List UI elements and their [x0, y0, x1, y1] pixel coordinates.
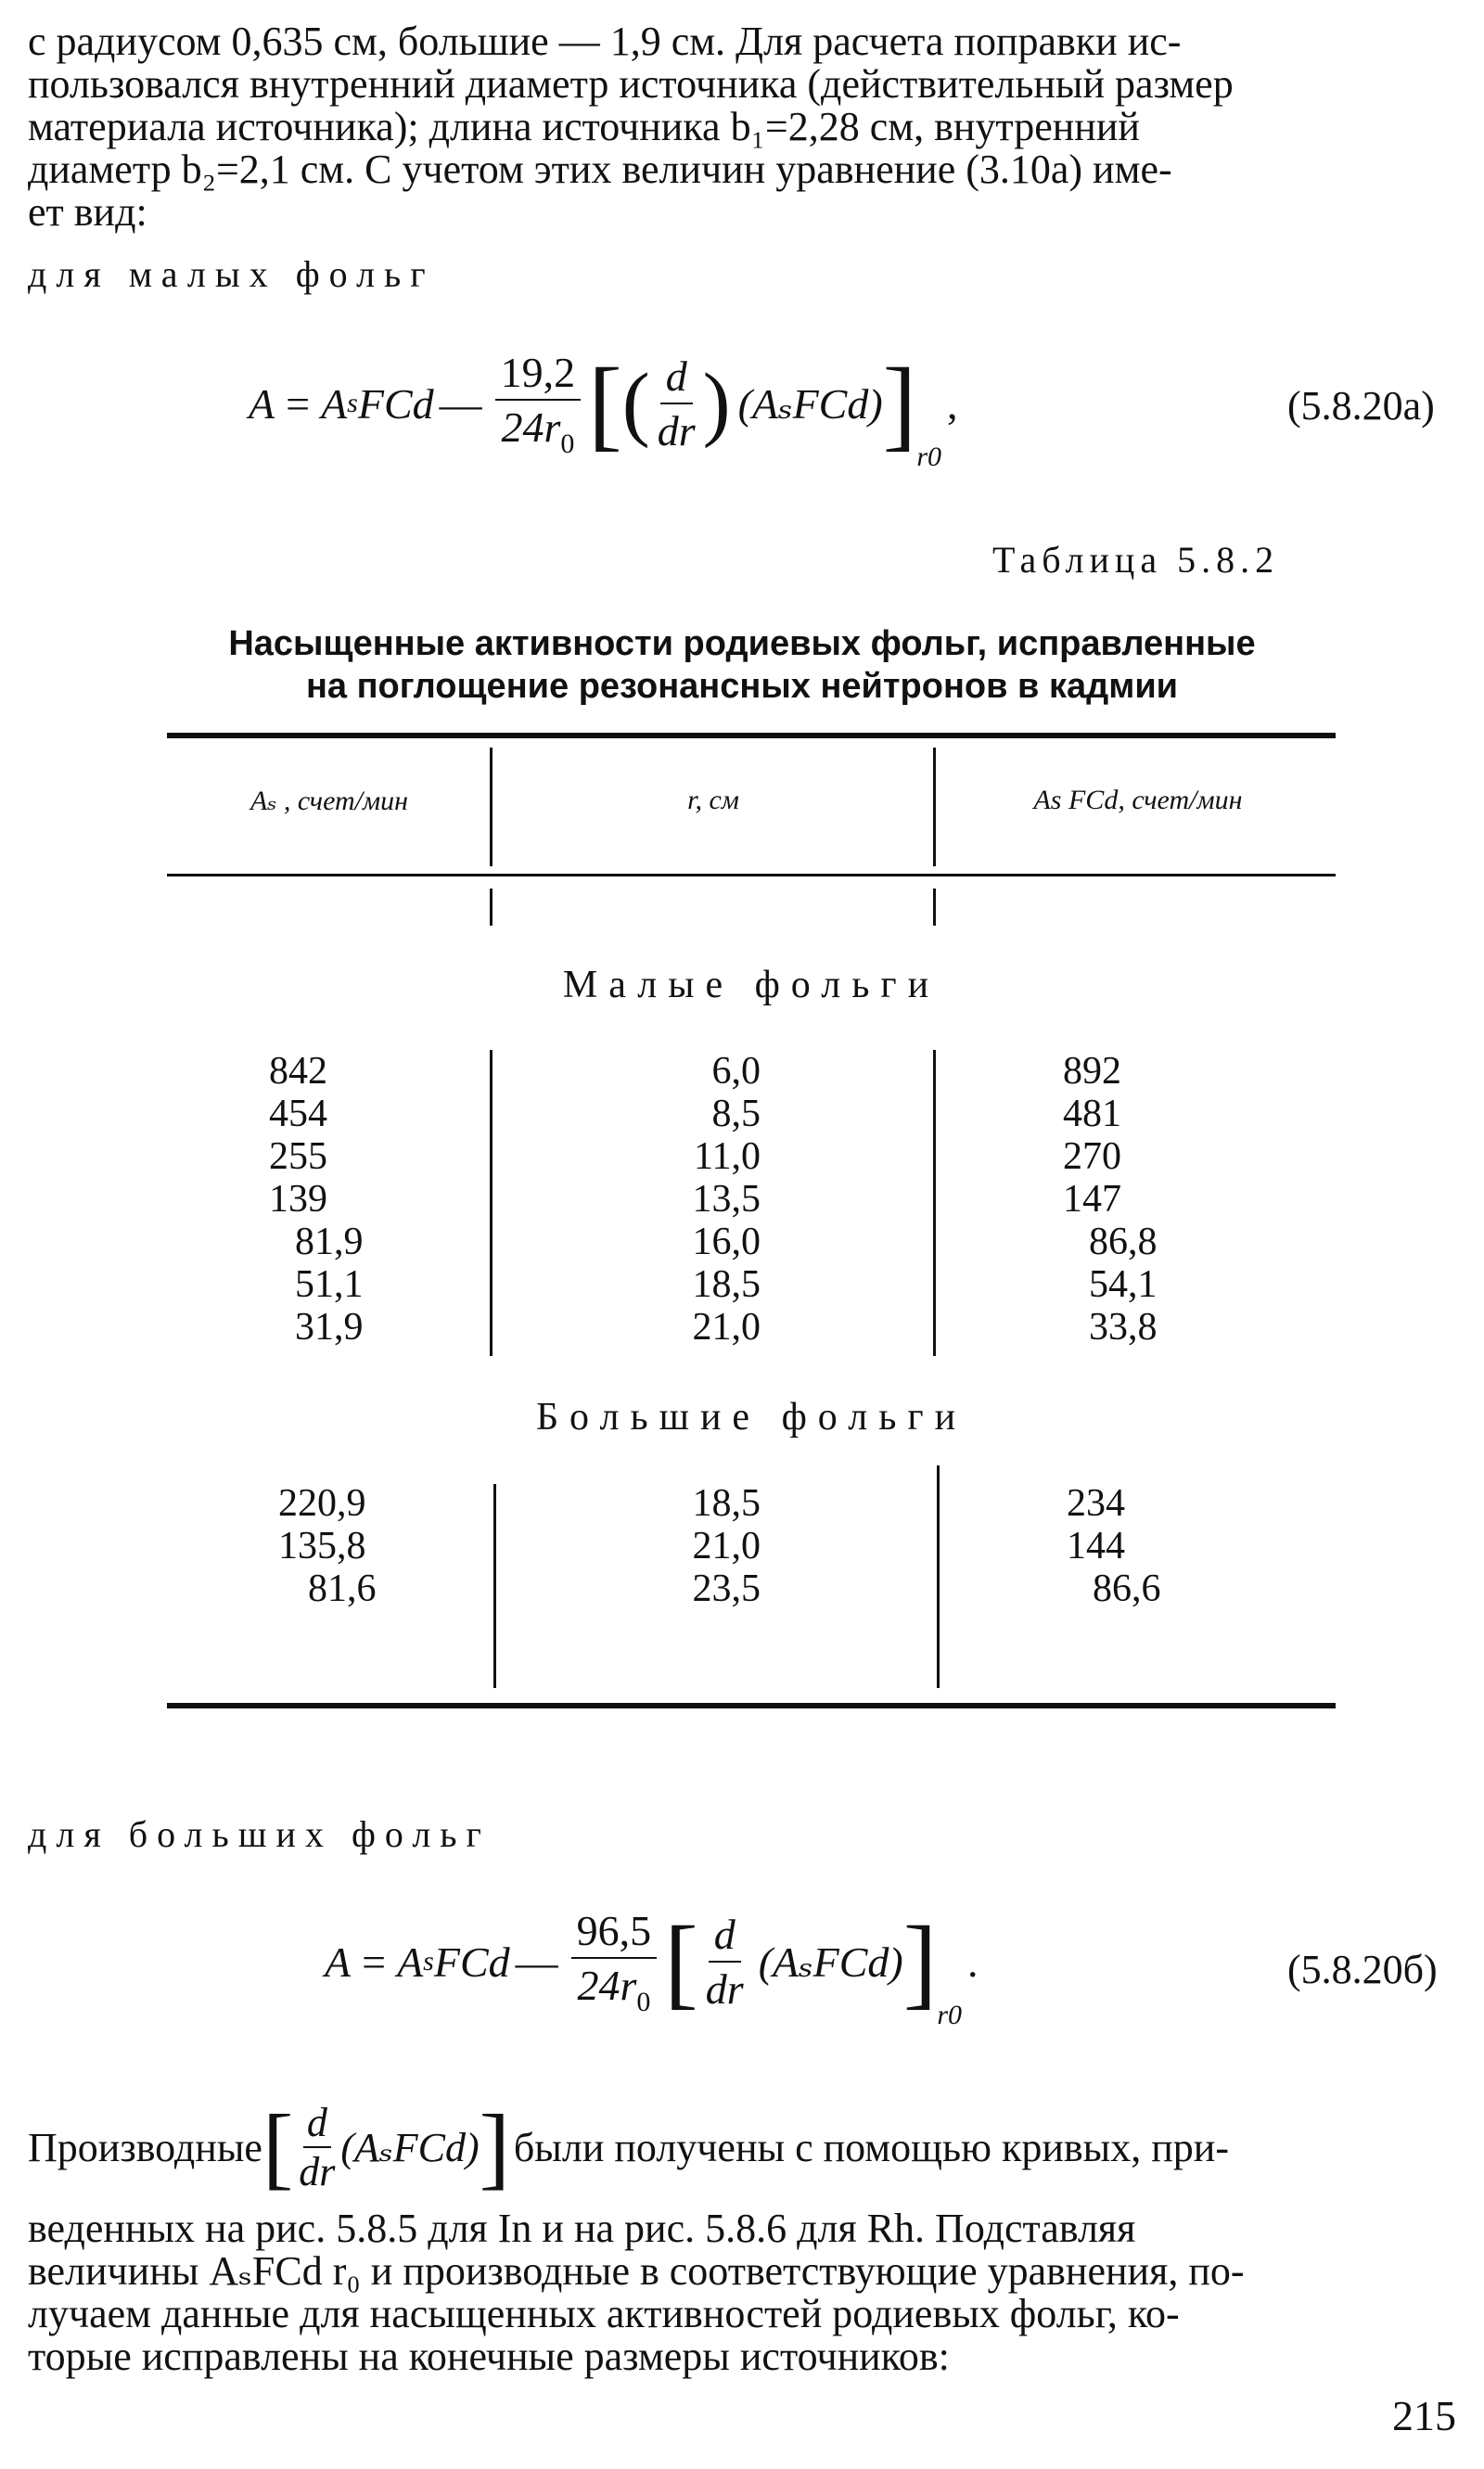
eq-b-minus: — — [515, 1938, 558, 1986]
eq-a-limit: r0 — [916, 441, 941, 472]
final-derivative — [299, 2099, 335, 2195]
table-cell: 54,1 — [1089, 1263, 1158, 1306]
small-col-corrected — [1063, 1050, 1211, 1349]
intro-line-4: диаметр b₂=2,1 см. С учетом этих величин уравнение (3.10а) име- — [28, 147, 1172, 192]
header-divider-1 — [490, 748, 493, 866]
final-line-4: лучаем данные для насыщенных активностей родиевых фольг, ко- — [28, 2291, 1180, 2336]
eq-b-inner: (AₛFCd) — [758, 1938, 903, 1986]
eq-a-denominator: 24r — [501, 403, 561, 451]
final-frac-num: d — [303, 2099, 331, 2148]
final-frac-den: dr — [299, 2149, 336, 2194]
eq-a-equals: = — [286, 379, 311, 428]
eq-b-term-sub: s — [423, 1946, 434, 1976]
eq-b-lhs: A — [325, 1938, 352, 1986]
table-cell: 147 — [1063, 1178, 1121, 1221]
column-header-radius: r, см — [687, 785, 739, 815]
table-cell: 16,0 — [692, 1221, 761, 1263]
final-inner: (AₛFCd) — [340, 2124, 480, 2170]
eq-a-term-a: A — [321, 379, 348, 428]
intro-line-3: материала источника); длина источника b₁=2,28 см, внутренний — [28, 104, 1140, 149]
eq-a-right-paren: ) — [702, 357, 731, 449]
final-line-5: торые исправлены на конечные размеры источников: — [28, 2334, 950, 2379]
table-cell: 51,1 — [295, 1263, 364, 1306]
intro-line-5: ет вид: — [28, 189, 147, 235]
eq-a-denominator-sub: 0 — [560, 428, 575, 459]
table-cell: 18,5 — [692, 1482, 761, 1525]
table-cell: 234 — [1067, 1482, 1125, 1525]
table-cell: 21,0 — [692, 1525, 761, 1567]
table-bottom-rule — [167, 1703, 1336, 1708]
equation-number-a: (5.8.20а) — [1287, 383, 1435, 429]
table-title-line-1: Насыщенные активности родиевых фольг, исправленные — [228, 624, 1256, 663]
eq-b-coefficient — [571, 1906, 658, 2018]
final-line-1 — [28, 2087, 1456, 2207]
eq-b-limit: r0 — [937, 2000, 963, 2030]
eq-b-equals: = — [362, 1938, 387, 1986]
eq-a-left-bracket: [ — [588, 347, 622, 460]
small-col-radius — [640, 1050, 761, 1349]
table-cell: 31,9 — [295, 1306, 364, 1349]
eq-a-term-rest: FCd — [357, 379, 434, 428]
equation-number-b: (5.8.20б) — [1287, 1947, 1438, 1992]
eq-b-d-num: d — [709, 1910, 741, 1963]
final-left-bracket: [ — [262, 2095, 294, 2198]
large-col-corrected — [1067, 1482, 1215, 1610]
eq-b-term-rest: FCd — [433, 1938, 510, 1986]
table-cell: 220,9 — [278, 1482, 366, 1525]
eq-b-trail: . — [967, 1938, 979, 1986]
small-col-activity — [269, 1050, 417, 1349]
eq-a-right-bracket: ] — [882, 347, 917, 460]
eq-b-d-den: dr — [705, 1965, 744, 2013]
eq-b-right-bracket: ] — [902, 1905, 938, 2018]
table-cell: 481 — [1063, 1093, 1121, 1135]
table-header-rule — [167, 874, 1336, 876]
table-cell: 8,5 — [711, 1093, 761, 1135]
eq-b-denominator-sub: 0 — [636, 1986, 651, 2017]
table-cell: 255 — [269, 1135, 327, 1178]
large-col-activity — [278, 1482, 427, 1610]
table-cell: 23,5 — [692, 1567, 761, 1610]
final-right-bracket: ] — [479, 2095, 510, 2198]
table-cell: 139 — [269, 1178, 327, 1221]
table-caption: Таблица 5.8.2 — [992, 539, 1280, 581]
table-cell: 144 — [1067, 1525, 1125, 1567]
eq-b-left-bracket: [ — [664, 1905, 698, 2018]
table-cell: 18,5 — [692, 1263, 761, 1306]
table-title-line-2: на поглощение резонансных нейтронов в кадмии — [305, 667, 1179, 706]
table-cell: 86,8 — [1089, 1221, 1158, 1263]
eq-a-coefficient — [495, 348, 582, 460]
table-cell: 135,8 — [278, 1525, 366, 1567]
small-foils-label: Малые фольги — [562, 964, 940, 1006]
intro-line-1: с радиусом 0,635 см, большие — 1,9 см. Для расчета поправки ис- — [28, 19, 1182, 64]
column-header-corrected: As FCd, счет/мин — [1033, 785, 1243, 815]
eq-a-lhs: A — [249, 379, 275, 428]
eq-a-left-paren: ( — [621, 357, 650, 449]
table-cell: 86,6 — [1093, 1567, 1161, 1610]
header-stub-2 — [933, 889, 936, 926]
header-stub-1 — [490, 889, 493, 926]
eq-a-numerator: 19,2 — [495, 348, 582, 401]
table-cell: 81,6 — [308, 1567, 377, 1610]
final-word-before: Производные — [28, 2124, 262, 2170]
small-divider-1 — [490, 1050, 493, 1356]
table-cell: 21,0 — [692, 1306, 761, 1349]
final-line-3: величины AₛFCd r₀ и производные в соответствующие уравнения, по- — [28, 2248, 1245, 2294]
intro-line-2: пользовался внутренний диаметр источника (действительный размер — [28, 61, 1234, 107]
table-cell: 270 — [1063, 1135, 1121, 1178]
table-cell: 33,8 — [1089, 1306, 1158, 1349]
table-cell: 6,0 — [711, 1050, 761, 1093]
small-divider-2 — [933, 1050, 936, 1356]
eq-b-denominator: 24r — [577, 1961, 637, 2009]
eq-a-term-sub: s — [347, 388, 358, 418]
eq-a-minus: — — [439, 379, 482, 428]
table-top-rule — [167, 733, 1336, 738]
table-cell: 892 — [1063, 1050, 1121, 1093]
large-divider-1 — [493, 1484, 496, 1688]
final-paragraph — [28, 2087, 1456, 2378]
large-divider-2 — [937, 1465, 940, 1688]
small-foils-heading: для малых фольг — [28, 253, 435, 295]
large-col-radius — [640, 1482, 761, 1610]
eq-a-derivative — [658, 352, 696, 455]
intro-paragraph — [28, 20, 1456, 234]
eq-a-d-num: d — [660, 352, 693, 404]
large-foils-heading: для больших фольг — [28, 1813, 491, 1855]
header-divider-2 — [933, 748, 936, 866]
eq-a-trail: , — [947, 379, 958, 428]
eq-b-term-a: A — [397, 1938, 424, 1986]
table-cell: 842 — [269, 1050, 327, 1093]
table-cell: 13,5 — [692, 1178, 761, 1221]
equation-small-foils — [249, 334, 958, 473]
final-line-2: веденных на рис. 5.8.5 для In и на рис. 5.8.6 для Rh. Подставляя — [28, 2206, 1136, 2251]
eq-b-derivative — [706, 1910, 744, 2014]
page-number: 215 — [1392, 2392, 1456, 2439]
table-cell: 11,0 — [694, 1135, 761, 1178]
eq-a-d-den: dr — [657, 407, 696, 454]
equation-large-foils — [325, 1892, 979, 2031]
eq-b-numerator: 96,5 — [571, 1906, 658, 1959]
final-line-1-rest: были получены с помощью кривых, при- — [513, 2124, 1229, 2170]
large-foils-label: Большие фольги — [535, 1396, 967, 1439]
table-cell: 81,9 — [295, 1221, 364, 1263]
column-header-activity: Aₛ , счет/мин — [249, 786, 409, 816]
eq-a-inner: (AₛFCd) — [737, 380, 883, 428]
table-cell: 454 — [269, 1093, 327, 1135]
